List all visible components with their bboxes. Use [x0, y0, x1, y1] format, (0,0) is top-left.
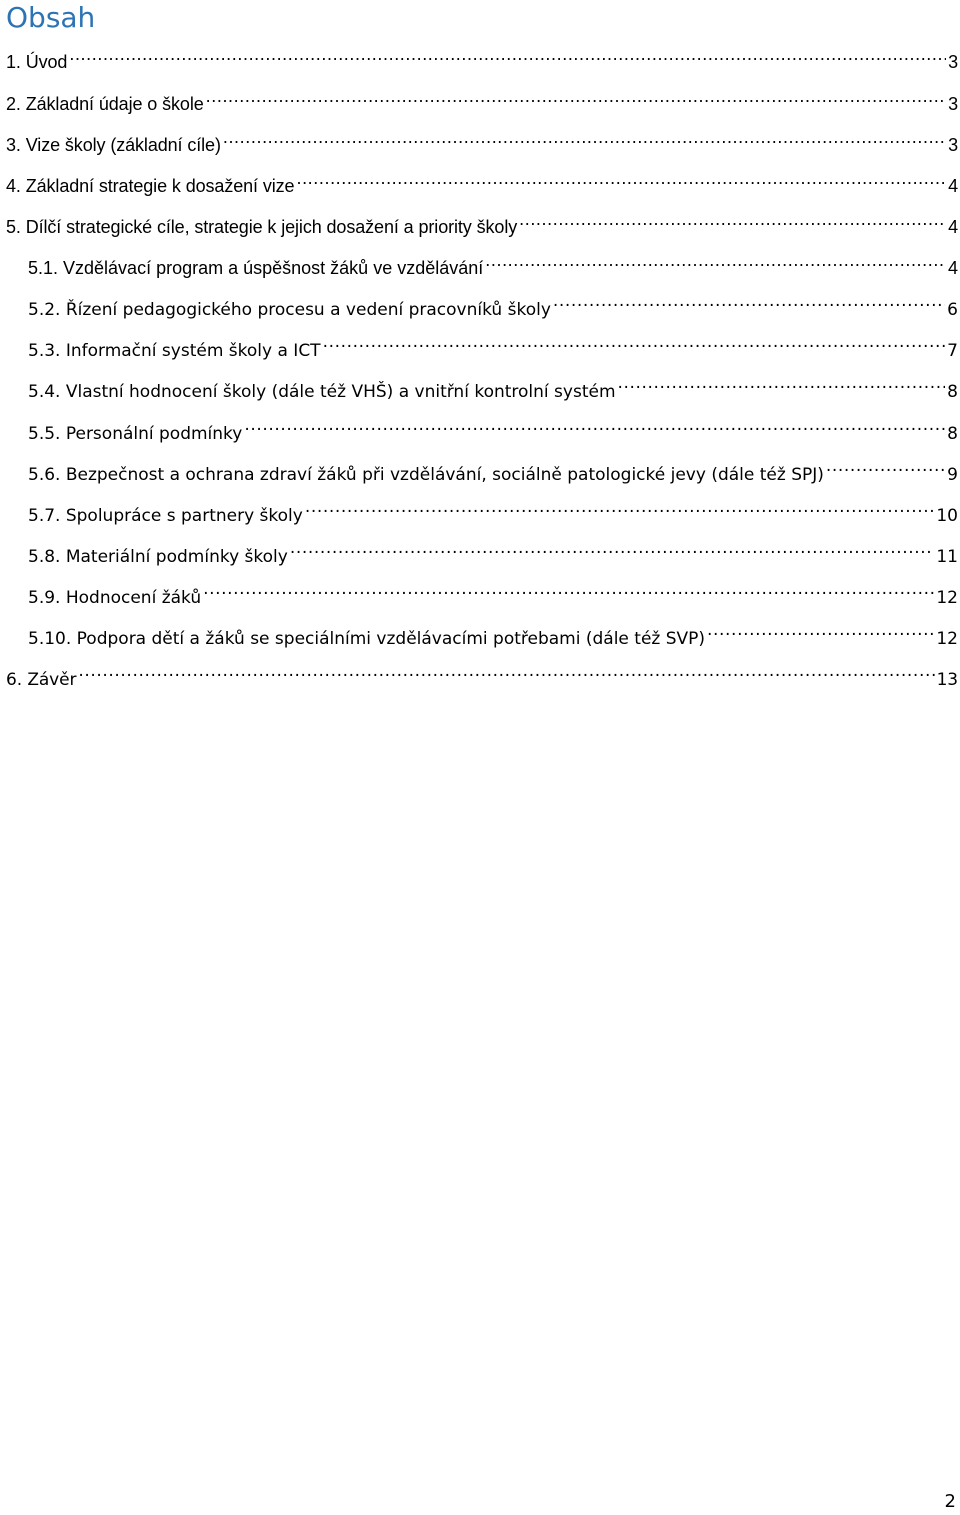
toc-entry-page: 3 — [948, 94, 958, 114]
toc-entry-page: 11 — [936, 547, 958, 567]
toc-leader-dots — [323, 328, 946, 356]
toc-entry-text: 5.2. Řízení pedagogického procesu a vedení pracovníků školy — [28, 300, 551, 320]
toc-entry-page: 8 — [947, 424, 958, 444]
toc-entry-5-5[interactable] — [28, 411, 960, 444]
toc-title: Obsah — [6, 1, 96, 34]
toc-entry-page: 8 — [947, 382, 958, 402]
toc-entry-page: 4 — [948, 217, 958, 237]
toc-entry-zakladni-udaje[interactable] — [6, 82, 960, 114]
toc-entry-page: 12 — [936, 588, 958, 608]
toc-leader-dots — [203, 575, 934, 603]
toc-entry-vize[interactable] — [6, 123, 960, 155]
toc-entry-dilci-cile[interactable] — [6, 205, 960, 237]
toc-entry-text: 3. Vize školy (základní cíle) — [6, 135, 221, 155]
toc-entry-5-1[interactable] — [28, 246, 960, 278]
toc-entry-5-10[interactable] — [28, 616, 960, 649]
toc-entry-text: 5.3. Informační systém školy a ICT — [28, 341, 321, 361]
toc-entry-5-7[interactable] — [28, 493, 960, 526]
toc-entry-page: 3 — [948, 52, 958, 72]
toc-leader-dots — [553, 287, 945, 315]
toc-leader-dots — [305, 493, 935, 521]
toc-entry-page: 7 — [947, 341, 958, 361]
toc-entry-text: 5.5. Personální podmínky — [28, 424, 243, 444]
toc-leader-dots — [244, 411, 945, 439]
toc-entry-5-9[interactable] — [28, 575, 960, 608]
toc-entry-page: 9 — [947, 465, 958, 485]
toc-entry-text: 5.9. Hodnocení žáků — [28, 588, 202, 608]
page-number: 2 — [944, 1491, 956, 1512]
toc-entry-zakladni-strategie[interactable] — [6, 164, 960, 196]
toc-leader-dots — [485, 246, 946, 274]
toc-entry-uvod[interactable] — [6, 40, 960, 72]
toc-entry-text: 5.8. Materiální podmínky školy — [28, 547, 288, 567]
toc-entry-text: 5.7. Spolupráce s partnery školy — [28, 506, 303, 526]
toc-leader-dots — [519, 205, 946, 233]
toc-entry-text: 5.4. Vlastní hodnocení školy (dále též VHŠ) a vnitřní kontrolní systém — [28, 382, 616, 402]
toc-entry-page: 4 — [948, 176, 958, 196]
toc-entry-text: 5.10. Podpora dětí a žáků se speciálními vzdělávacími potřebami (dále též SVP) — [28, 629, 706, 649]
toc-leader-dots — [78, 657, 934, 685]
toc-entry-text: 1. Úvod — [6, 52, 68, 72]
toc-entry-text: 4. Základní strategie k dosažení vize — [6, 176, 295, 196]
toc-entry-5-2[interactable] — [28, 287, 960, 320]
toc-entry-page: 12 — [936, 629, 958, 649]
toc-entry-text: 2. Základní údaje o škole — [6, 94, 204, 114]
toc-entry-page: 10 — [936, 506, 958, 526]
toc-entry-5-4[interactable] — [28, 369, 960, 402]
toc-entry-page: 6 — [947, 300, 958, 320]
toc-entry-page: 3 — [948, 135, 958, 155]
toc-entry-text: 5.6. Bezpečnost a ochrana zdraví žáků při vzdělávání, sociálně patologické jevy (dále též SPJ) — [28, 465, 824, 485]
toc-entry-page: 4 — [947, 258, 958, 278]
toc-entry-5-3[interactable] — [28, 328, 960, 361]
toc-leader-dots — [223, 123, 946, 151]
toc-leader-dots — [296, 164, 946, 192]
toc-entry-zaver[interactable] — [6, 657, 960, 690]
toc-leader-dots — [707, 616, 934, 644]
toc-leader-dots — [826, 452, 945, 480]
toc-entry-text: 6. Závěr — [6, 670, 77, 690]
toc-entry-text: 5.1. Vzdělávací program a úspěšnost žáků ve vzdělávání — [28, 258, 484, 278]
toc-leader-dots — [618, 369, 946, 397]
toc-entry-page: 13 — [936, 670, 958, 690]
toc-entry-text: 5. Dílčí strategické cíle, strategie k jejich dosažení a priority školy — [6, 217, 518, 237]
toc-leader-dots — [206, 82, 946, 110]
toc-entry-5-8[interactable] — [28, 534, 960, 567]
toc-leader-dots — [290, 534, 935, 562]
toc-leader-dots — [69, 40, 946, 68]
toc-entry-5-6[interactable] — [28, 452, 960, 485]
